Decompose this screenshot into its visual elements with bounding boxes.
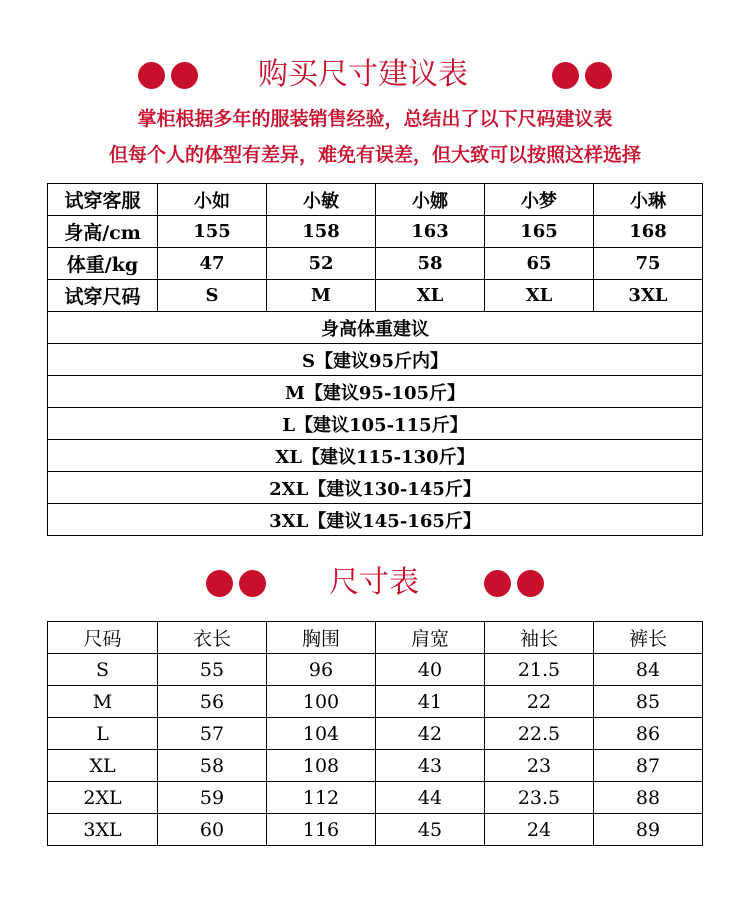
table-cell: 58: [158, 750, 267, 782]
table-row: [48, 280, 703, 312]
table-cell: 104: [267, 718, 376, 750]
decorative-dot-icon: [484, 570, 511, 597]
table-cell: 96: [267, 654, 376, 686]
table-cell: 24: [485, 814, 594, 846]
table-cell: M: [48, 686, 158, 718]
table-row: [48, 718, 703, 750]
table-cell: M: [267, 280, 376, 312]
table-cell: S: [158, 280, 267, 312]
table-header-cell: 尺码: [48, 622, 158, 654]
table-cell: 23: [485, 750, 594, 782]
table-cell: 58: [376, 248, 485, 280]
recommendation-row: [48, 344, 703, 376]
table-cell: 52: [267, 248, 376, 280]
table-cell: 158: [267, 216, 376, 248]
table-header-cell: 裤长: [594, 622, 703, 654]
recommendation-row: [48, 472, 703, 504]
table-cell: 22.5: [485, 718, 594, 750]
table-cell: S: [48, 654, 158, 686]
table-row: [48, 814, 703, 846]
table-row: [48, 782, 703, 814]
recommendation-cell: M【建议95-105斤】: [48, 376, 703, 408]
table-row: [48, 686, 703, 718]
size-title-row: [0, 563, 750, 603]
recommendation-cell: 2XL【建议130-145斤】: [48, 472, 703, 504]
table-row: [48, 216, 703, 248]
table-cell: XL: [48, 750, 158, 782]
subtitle-line-2: 但每个人的体型有差异，难免有误差，但大致可以按照这样选择: [108, 144, 641, 166]
recommendation-cell: S【建议95斤内】: [48, 344, 703, 376]
table-cell: 116: [267, 814, 376, 846]
table-cell: 100: [267, 686, 376, 718]
table-cell: 89: [594, 814, 703, 846]
table-header-cell: 袖长: [485, 622, 594, 654]
recommendation-title-row: [48, 312, 703, 344]
recommendation-cell: 3XL【建议145-165斤】: [48, 504, 703, 536]
tryon-table: [47, 183, 703, 536]
table-header-cell: 试穿客服: [48, 184, 158, 216]
page-title: 购买尺寸建议表: [258, 57, 468, 92]
table-cell: 155: [158, 216, 267, 248]
table-header-cell: 小敏: [267, 184, 376, 216]
table-cell: 23.5: [485, 782, 594, 814]
main-title-row: [0, 55, 750, 95]
recommendation-title: 身高体重建议: [48, 312, 703, 344]
decorative-dot-icon: [138, 62, 165, 89]
table-cell: 56: [158, 686, 267, 718]
table-cell: 43: [376, 750, 485, 782]
table-cell: 40: [376, 654, 485, 686]
decorative-dot-icon: [585, 62, 612, 89]
recommendation-cell: XL【建议115-130斤】: [48, 440, 703, 472]
recommendation-row: [48, 440, 703, 472]
table-cell: 59: [158, 782, 267, 814]
table-row-label: 试穿尺码: [48, 280, 158, 312]
table-cell: 47: [158, 248, 267, 280]
table-header-row: [48, 622, 703, 654]
decorative-dot-icon: [239, 570, 266, 597]
decorative-dot-icon: [171, 62, 198, 89]
table-cell: 55: [158, 654, 267, 686]
table-cell: 84: [594, 654, 703, 686]
table-cell: 2XL: [48, 782, 158, 814]
table-cell: L: [48, 718, 158, 750]
table-cell: XL: [376, 280, 485, 312]
recommendation-cell: L【建议105-115斤】: [48, 408, 703, 440]
table-cell: 42: [376, 718, 485, 750]
table-header-cell: 小娜: [376, 184, 485, 216]
table-row-label: 身高/cm: [48, 216, 158, 248]
table-cell: 168: [594, 216, 703, 248]
table-header-cell: 肩宽: [376, 622, 485, 654]
table-cell: 87: [594, 750, 703, 782]
table-cell: 163: [376, 216, 485, 248]
table-cell: 57: [158, 718, 267, 750]
table-cell: 3XL: [48, 814, 158, 846]
table-header-cell: 小琳: [594, 184, 703, 216]
table-cell: 22: [485, 686, 594, 718]
table-cell: 165: [485, 216, 594, 248]
decorative-dot-icon: [206, 570, 233, 597]
table-cell: XL: [485, 280, 594, 312]
table-row: [48, 654, 703, 686]
table-header-cell: 胸围: [267, 622, 376, 654]
subtitle-line-1: 掌柜根据多年的服装销售经验，总结出了以下尺码建议表: [137, 108, 613, 130]
size-chart-title: 尺寸表: [329, 565, 419, 600]
recommendation-row: [48, 408, 703, 440]
table-cell: 3XL: [594, 280, 703, 312]
decorative-dot-icon: [517, 570, 544, 597]
table-cell: 44: [376, 782, 485, 814]
table-cell: 21.5: [485, 654, 594, 686]
table-row: [48, 248, 703, 280]
table-cell: 85: [594, 686, 703, 718]
table-header-row: [48, 184, 703, 216]
table-header-cell: 小梦: [485, 184, 594, 216]
table-cell: 75: [594, 248, 703, 280]
table-cell: 88: [594, 782, 703, 814]
table-row-label: 体重/kg: [48, 248, 158, 280]
table-cell: 112: [267, 782, 376, 814]
table-cell: 65: [485, 248, 594, 280]
recommendation-row: [48, 504, 703, 536]
table-cell: 86: [594, 718, 703, 750]
table-header-cell: 小如: [158, 184, 267, 216]
table-cell: 45: [376, 814, 485, 846]
table-header-cell: 衣长: [158, 622, 267, 654]
table-cell: 60: [158, 814, 267, 846]
recommendation-row: [48, 376, 703, 408]
table-cell: 41: [376, 686, 485, 718]
table-row: [48, 750, 703, 782]
decorative-dot-icon: [552, 62, 579, 89]
table-cell: 108: [267, 750, 376, 782]
size-table: [47, 621, 703, 846]
